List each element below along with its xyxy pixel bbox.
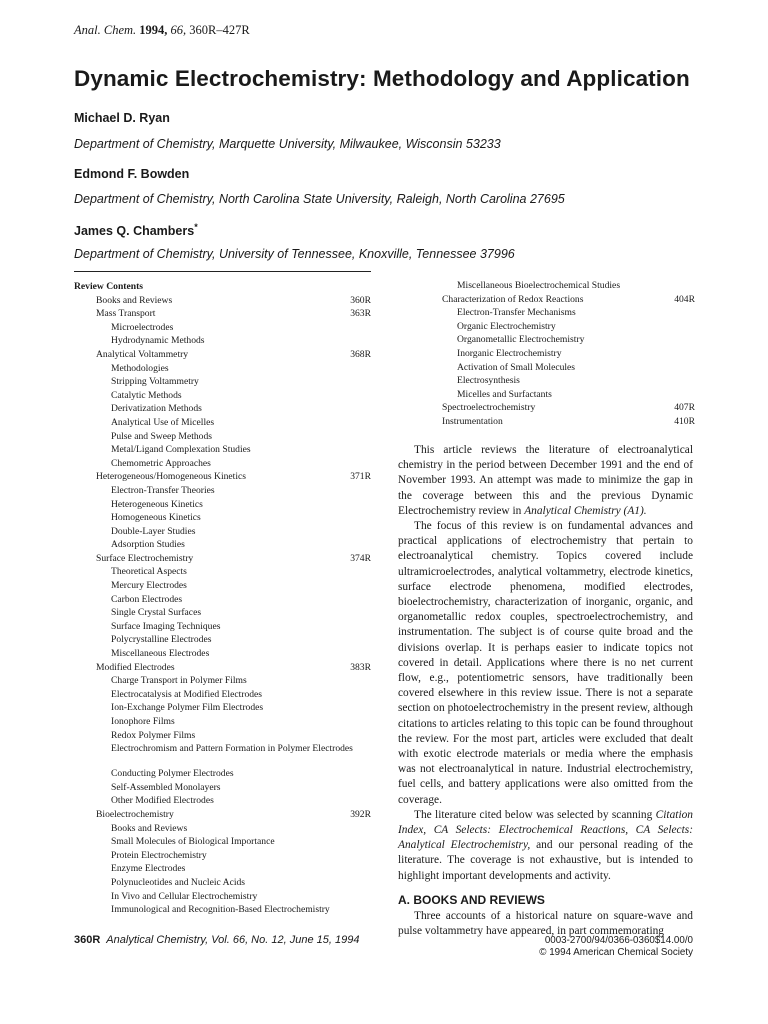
toc-entry-label: Instrumentation xyxy=(442,415,503,427)
toc-entry-label: Electrocatalysis at Modified Electrodes xyxy=(111,688,263,700)
page-footer xyxy=(74,934,359,946)
toc-entry xyxy=(74,348,371,362)
toc-entry-label: Pulse and Sweep Methods xyxy=(111,430,212,442)
toc-right-column xyxy=(420,279,695,429)
toc-entry-label: Catalytic Methods xyxy=(111,389,182,401)
toc-entry-label: Surface Imaging Techniques xyxy=(111,620,221,632)
author-affiliation-3: Department of Chemistry, University of Tennessee, Knoxville, Tennessee 37996 xyxy=(74,247,515,261)
toc-entry xyxy=(74,808,371,822)
toc-entry xyxy=(74,538,371,552)
toc-entry-label: Modified Electrodes xyxy=(96,661,175,673)
toc-entry xyxy=(74,307,371,321)
paragraph-4: Three accounts of a historical nature on square-wave and pulse voltammetry have appeared, in part commemorating xyxy=(398,910,693,938)
toc-entry xyxy=(74,633,371,647)
toc-entry-page: 363R xyxy=(350,308,371,320)
section-heading: A. BOOKS AND REVIEWS xyxy=(398,892,545,907)
toc-entry xyxy=(420,279,695,293)
toc-entry xyxy=(74,715,371,729)
toc-entry xyxy=(74,781,371,795)
article-title: Dynamic Electrochemistry: Methodology and Application xyxy=(74,66,690,91)
toc-entry-label: Heterogeneous/Homogeneous Kinetics xyxy=(96,471,246,483)
toc-entry-label: Miscellaneous Bioelectrochemical Studies xyxy=(457,280,621,291)
toc-entry xyxy=(74,767,371,781)
toc-entry-label: Small Molecules of Biological Importance xyxy=(111,836,275,848)
paragraph-1: This article reviews the literature of electroanalytical chemistry in the period between December 1991 and the end of November 1993. An attempt was made to minimize the gap in the coverage between this and the previous Dynamic Electrochemistry review in Analytical Chemistry (A1). xyxy=(398,444,693,517)
toc-entry xyxy=(74,375,371,389)
author-name-1: Michael D. Ryan xyxy=(74,111,170,125)
toc-entry xyxy=(74,525,371,539)
toc-entry-label: Books and Reviews xyxy=(111,822,188,834)
toc-entry xyxy=(74,470,371,484)
toc-entry xyxy=(74,402,371,416)
toc-entry-label: Ion-Exchange Polymer Film Electrodes xyxy=(111,702,264,714)
toc-entry xyxy=(74,835,371,849)
toc-entry xyxy=(420,401,695,415)
toc-entry-label: Stripping Voltammetry xyxy=(111,376,199,388)
toc-entry-page: 371R xyxy=(350,471,371,483)
toc-entry-label: Spectroelectrochemistry xyxy=(442,402,536,414)
toc-entry-label: Books and Reviews xyxy=(96,294,173,306)
toc-entry xyxy=(74,389,371,403)
toc-entry xyxy=(74,430,371,444)
citation-volume: 66, xyxy=(170,23,187,37)
toc-entry-label: Miscellaneous Electrodes xyxy=(111,648,210,660)
toc-entry xyxy=(74,552,371,566)
toc-entry-page: 374R xyxy=(350,552,371,564)
author-affiliation-2: Department of Chemistry, North Carolina State University, Raleigh, North Carolina 27695 xyxy=(74,192,565,206)
toc-entry-label: Organic Electrochemistry xyxy=(457,320,556,332)
toc-entry-label: Self-Assembled Monolayers xyxy=(111,781,221,793)
toc-entry-page: 360R xyxy=(350,294,371,306)
journal-citation xyxy=(74,23,250,38)
toc-entry-label: Mass Transport xyxy=(96,308,156,320)
toc-entry-label: Organometallic Electrochemistry xyxy=(457,334,585,346)
toc-entry-label: Homogeneous Kinetics xyxy=(111,512,201,524)
toc-entry xyxy=(74,890,371,904)
toc-entry xyxy=(74,484,371,498)
toc-entry-label: Inorganic Electrochemistry xyxy=(457,347,562,359)
toc-entry-label: Adsorption Studies xyxy=(111,539,185,551)
toc-entry-page: 404R xyxy=(674,293,695,305)
toc-entry-label: Theoretical Aspects xyxy=(111,566,187,578)
toc-entry xyxy=(74,794,371,808)
toc-entry xyxy=(74,674,371,688)
toc-entry-label: Electrochromism and Pattern Formation in Polymer Electrodes xyxy=(111,743,353,755)
toc-entry-label: Conducting Polymer Electrodes xyxy=(111,768,234,780)
toc-left-column xyxy=(74,280,371,928)
toc-entry-label: Analytical Use of Micelles xyxy=(111,416,215,428)
toc-entry-label: Polycrystalline Electrodes xyxy=(111,634,212,646)
toc-entry xyxy=(74,822,371,836)
sources-list: Citation Index, CA Selects: Electrochemical Reactions, CA Selects: Analytical Electrochemistry, xyxy=(398,808,693,852)
toc-divider xyxy=(74,271,371,272)
toc-entry xyxy=(74,742,371,767)
paragraph-3: The literature cited below was selected by scanning Citation Index, CA Selects: Electrochemical Reactions, CA Selects: Analytical Electrochemistry, and our personal reading of the literature. The coverage is not exhaustive, but is intended to highlight important developments and activity. xyxy=(398,808,693,882)
author-affiliation-1: Department of Chemistry, Marquette University, Milwaukee, Wisconsin 53233 xyxy=(74,137,501,151)
toc-entry xyxy=(74,593,371,607)
toc-entry-page: 392R xyxy=(350,808,371,820)
copyright-line: © 1994 American Chemical Society xyxy=(539,947,693,958)
toc-entry-label: Electron-Transfer Theories xyxy=(111,484,215,496)
toc-entry-label: Characterization of Redox Reactions xyxy=(442,293,584,305)
citation-ref: Analytical Chemistry (A1). xyxy=(524,504,647,517)
toc-entry xyxy=(74,620,371,634)
toc-entry-label: Single Crystal Surfaces xyxy=(111,607,202,619)
citation-pages: 360R–427R xyxy=(189,23,250,37)
toc-entry-label: Charge Transport in Polymer Films xyxy=(111,675,247,687)
toc-entry-label: Electrosynthesis xyxy=(457,375,520,387)
article-code: 0003-2700/94/0366-0360$14.00/0 xyxy=(544,935,693,946)
toc-entry xyxy=(74,903,371,928)
toc-entry xyxy=(420,306,695,320)
toc-entry-label: Activation of Small Molecules xyxy=(457,361,576,373)
toc-entry xyxy=(420,374,695,388)
toc-entry xyxy=(74,294,371,308)
paragraph-2: The focus of this review is on fundamental advances and practical applications of electrochemistry that pertain to electroanalytical chemistry. Topics covered include ultramicroelectrodes, analytical voltammetry, electrode kinetics, surface electrode phenomena, modified electrodes, bioelectrochemistry, characterization of inorganic, organic, and organometallic redox couples, spectroelectrochemistry, and instrumentation. The subject is of course quite broad and the divisions overlap. It is perhaps easier to indicate topics not covered in detail. Applications where there is no net current flow, e.g., potentiometric sensors, have traditionally been covered elsewhere in this review issue. There is not a separate section on photoelectrochemistry in the present review, although citations to articles relating to this topic can be found throughout the review. For the most part, articles were excluded that dealt with exotic electrode materials or media where the emphasis was not electroanalytical in nature. Industrial electrochemistry, fuel cells, and battery applications were also omitted from the coverage. xyxy=(398,520,693,806)
toc-entry xyxy=(74,876,371,890)
toc-entry-label: Chemometric Approaches xyxy=(111,457,211,469)
toc-entry xyxy=(74,334,371,348)
page-number: 360R xyxy=(74,934,101,946)
toc-entry-label: Polynucleotides and Nucleic Acids xyxy=(111,876,246,888)
toc-entry xyxy=(74,416,371,430)
toc-entry-label: Ionophore Films xyxy=(111,716,175,727)
toc-entry-label: Enzyme Electrodes xyxy=(111,863,186,875)
toc-entry-page: 410R xyxy=(674,415,695,427)
footer-copyright-block xyxy=(520,935,693,959)
toc-entry-label: Heterogeneous Kinetics xyxy=(111,498,203,510)
toc-entry xyxy=(74,443,371,457)
toc-entry-label: Surface Electrochemistry xyxy=(96,552,194,564)
toc-entry-label: In Vivo and Cellular Electrochemistry xyxy=(111,890,258,902)
toc-entry-label: Immunological and Recognition-Based Electrochemistry xyxy=(111,904,330,916)
author-name-3: James Q. Chambers* xyxy=(74,222,198,239)
toc-entry xyxy=(420,361,695,375)
journal-abbrev: Anal. Chem. xyxy=(74,23,137,37)
toc-entry xyxy=(74,688,371,702)
toc-entry xyxy=(74,849,371,863)
toc-entry xyxy=(74,647,371,661)
toc-entry xyxy=(74,606,371,620)
toc-entry xyxy=(74,321,371,335)
toc-entry xyxy=(74,457,371,471)
toc-entry-page: 383R xyxy=(350,661,371,673)
toc-entry xyxy=(420,388,695,402)
toc-entry-page: 368R xyxy=(350,348,371,360)
toc-entry-label: Analytical Voltammetry xyxy=(96,348,189,360)
toc-entry-page: 407R xyxy=(674,402,695,414)
toc-entry-label: Methodologies xyxy=(111,362,169,374)
toc-entry xyxy=(74,511,371,525)
toc-entry-label: Metal/Ligand Complexation Studies xyxy=(111,444,251,456)
toc-entry xyxy=(74,579,371,593)
toc-entry xyxy=(420,347,695,361)
toc-entry xyxy=(74,362,371,376)
toc-heading: Review Contents xyxy=(74,281,144,292)
toc-entry xyxy=(420,320,695,334)
toc-entry-label: Carbon Electrodes xyxy=(111,593,183,605)
toc-entry-label: Bioelectrochemistry xyxy=(96,808,174,820)
toc-entry xyxy=(420,333,695,347)
toc-entry xyxy=(74,862,371,876)
toc-entry xyxy=(74,661,371,675)
toc-entry xyxy=(74,729,371,743)
toc-entry-label: Micelles and Surfactants xyxy=(457,388,552,400)
toc-entry-label: Mercury Electrodes xyxy=(111,580,187,592)
toc-entry-label: Hydrodynamic Methods xyxy=(111,335,205,347)
toc-entry xyxy=(420,415,695,429)
toc-entry xyxy=(74,498,371,512)
toc-entry-label: Protein Electrochemistry xyxy=(111,849,207,861)
toc-entry-label: Double-Layer Studies xyxy=(111,525,196,537)
footer-journal-line: Analytical Chemistry, Vol. 66, No. 12, June 15, 1994 xyxy=(106,934,360,946)
toc-entry xyxy=(74,565,371,579)
citation-year: 1994, xyxy=(139,23,168,37)
author-name-2: Edmond F. Bowden xyxy=(74,167,190,181)
toc-entry-label: Electron-Transfer Mechanisms xyxy=(457,307,576,319)
toc-entry xyxy=(74,701,371,715)
toc-entry-label: Microelectrodes xyxy=(111,321,174,333)
article-body xyxy=(398,443,693,940)
toc-entry xyxy=(420,293,695,307)
toc-entry-label: Redox Polymer Films xyxy=(111,729,196,741)
toc-entry-label: Other Modified Electrodes xyxy=(111,795,214,807)
corresponding-author-mark: * xyxy=(194,222,198,232)
toc-entry-label: Derivatization Methods xyxy=(111,403,202,415)
